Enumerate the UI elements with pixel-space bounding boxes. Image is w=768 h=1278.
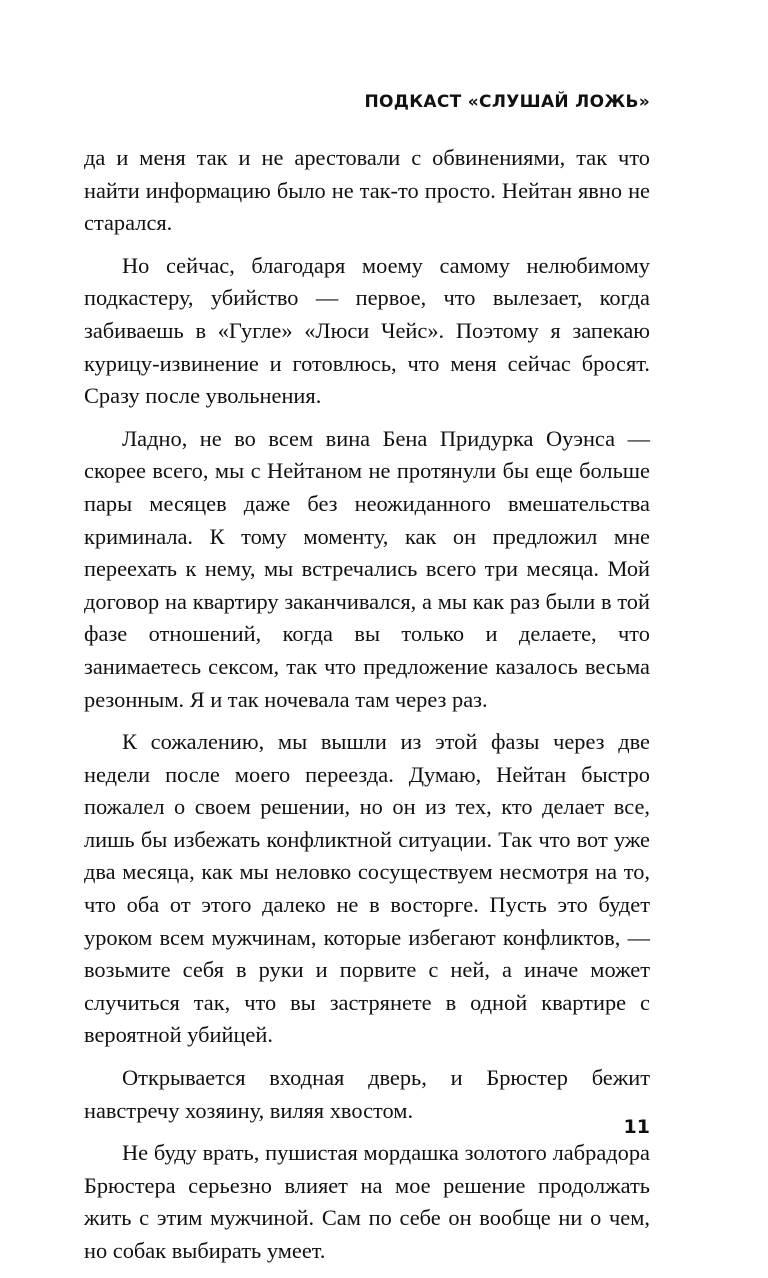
paragraph: Ладно, не во всем вина Бена Придурка Оуэнса — скорее всего, мы с Нейтаном не протянули бы еще больше пары месяцев даже без неожиданного вмешательства криминала. К тому моменту, как он предложил мне переехать к нему, мы встречались всего три месяца. Мой договор на квартиру заканчивался, а мы как раз были в той фазе отношений, когда вы только и делаете, что занимаетесь сексом, так что предложение казалось весьма резонным. Я и так ночевала там через раз. <box>84 425 650 712</box>
running-header: ПОДКАСТ «СЛУШАЙ ЛОЖЬ» <box>364 92 650 112</box>
body-text <box>84 142 650 1278</box>
page-number: 11 <box>623 1116 650 1138</box>
paragraph: К сожалению, мы вышли из этой фазы через две недели после моего переезда. Думаю, Нейтан быстро пожалел о своем решении, но он из тех, кто делает все, лишь бы избежать конфликтной ситуации. Так что вот уже два месяца, как мы неловко сосуществуем несмотря на то, что оба от этого далеко не в восторге. Пусть это будет уроком всем мужчинам, которые избегают конфликтов, — возьмите себя в руки и порвите с ней, а иначе может случиться так, что вы застрянете в одной квартире с вероятной убийцей. <box>84 729 650 1048</box>
paragraph: Но сейчас, благодаря моему самому нелюбимому подкастеру, убийство — первое, что вылезает, когда забиваешь в «Гугле» «Люси Чейс». Поэтому я запекаю курицу-извинение и готовлюсь, что меня сейчас бросят. Сразу после увольнения. <box>84 252 650 409</box>
paragraph: да и меня так и не арестовали с обвинениями, так что найти информацию было не так-то просто. Нейтан явно не старался. <box>84 145 650 236</box>
paragraph: Не буду врать, пушистая мордашка золотого лабрадора Брюстера серьезно влияет на мое решение продолжать жить с этим мужчиной. Сам по себе он вообще ни о чем, но собак выбирать умеет. <box>84 1140 650 1263</box>
paragraph: Открывается входная дверь, и Брюстер бежит навстречу хозяину, виляя хвостом. <box>84 1065 650 1123</box>
